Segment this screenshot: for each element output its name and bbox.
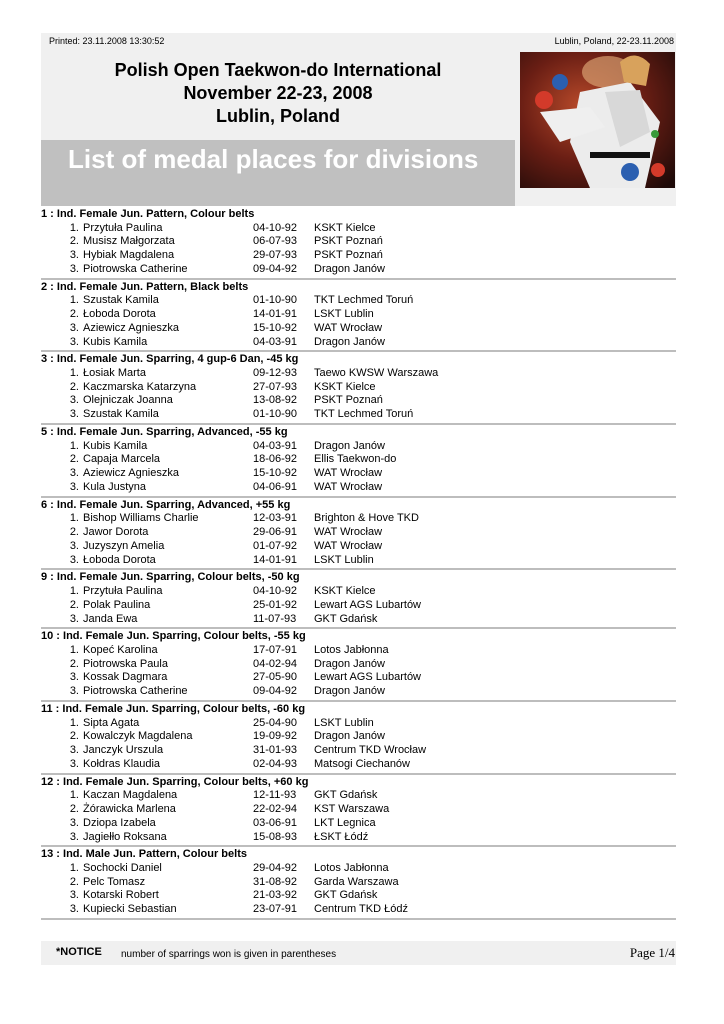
- notice-asterisk: *: [56, 946, 61, 958]
- medal-row: [41, 294, 676, 308]
- division-block: [41, 775, 676, 848]
- place-rank: 2.: [69, 598, 79, 611]
- medal-row: [41, 862, 676, 876]
- club-name: Lewart AGS Lubartów: [314, 671, 422, 684]
- birth-date: 19-09-92: [253, 730, 298, 743]
- notice-text: number of sparrings won is given in parentheses: [121, 949, 337, 960]
- club-name: Ellis Taekwon-do: [314, 453, 397, 466]
- medal-row: [41, 235, 676, 249]
- place-rank: 3.: [69, 685, 79, 698]
- competitor-name: Aziewicz Agnieszka: [83, 467, 179, 480]
- medal-row: [41, 817, 676, 831]
- birth-date: 31-08-92: [253, 875, 298, 888]
- club-name: WAT Wrocław: [314, 526, 383, 539]
- competitor-name: Kołdras Klaudia: [83, 757, 161, 770]
- competitor-name: Sipta Agata: [83, 716, 140, 729]
- club-name: GKT Gdańsk: [314, 612, 378, 625]
- division-title: 10 : Ind. Female Jun. Sparring, Colour belts, -55 kg: [41, 630, 306, 643]
- competitor-name: Hybiak Magdalena: [83, 249, 175, 262]
- birth-date: 15-10-92: [253, 321, 298, 334]
- division-block: [41, 702, 676, 775]
- place-rank: 2.: [69, 380, 79, 393]
- medal-row: [41, 336, 676, 350]
- birth-date: 03-06-91: [253, 816, 298, 829]
- birth-date: 25-04-90: [253, 716, 298, 729]
- medal-row: [41, 367, 676, 381]
- club-name: WAT Wrocław: [314, 539, 383, 552]
- place-rank: 3.: [69, 262, 79, 275]
- competitor-name: Piotrowska Catherine: [83, 262, 188, 275]
- place-rank: 3.: [69, 335, 79, 348]
- club-name: Lewart AGS Lubartów: [314, 598, 422, 611]
- club-name: GKT Gdańsk: [314, 789, 378, 802]
- medal-row: [41, 903, 676, 917]
- club-name: Dragon Janów: [314, 262, 385, 275]
- medal-row: [41, 717, 676, 731]
- competitor-name: Kubis Kamila: [83, 335, 148, 348]
- division-block: [41, 425, 676, 498]
- birth-date: 11-07-93: [253, 612, 297, 625]
- event-title-block: [41, 59, 515, 128]
- medal-row: [41, 308, 676, 322]
- medal-row: [41, 467, 676, 481]
- medal-row: [41, 394, 676, 408]
- competitor-name: Jawor Dorota: [83, 526, 149, 539]
- place-rank: 2.: [69, 307, 79, 320]
- club-name: Taewo KWSW Warszawa: [314, 366, 439, 379]
- medal-row: [41, 671, 676, 685]
- medal-row: [41, 554, 676, 568]
- birth-date: 04-10-92: [253, 221, 298, 234]
- event-place-date: Lublin, Poland, 22-23.11.2008: [554, 36, 674, 46]
- place-rank: 2.: [69, 803, 79, 815]
- title-banner: [41, 140, 515, 206]
- event-location: Lublin, Poland: [216, 106, 340, 126]
- competitor-name: Piotrowska Catherine: [83, 685, 188, 698]
- competitor-name: Juzyszyn Amelia: [83, 539, 165, 552]
- competitor-name: Kubis Kamila: [83, 439, 148, 452]
- place-rank: 2.: [69, 453, 79, 466]
- club-name: Centrum TKD Wrocław: [314, 744, 427, 757]
- printed-timestamp: Printed: 23.11.2008 13:30:52: [49, 36, 165, 46]
- place-rank: 2.: [69, 526, 79, 539]
- birth-date: 17-07-91: [253, 643, 298, 656]
- club-name: GKT Gdańsk: [314, 889, 378, 902]
- birth-date: 14-01-91: [253, 307, 298, 320]
- birth-date: 01-10-90: [253, 408, 298, 421]
- medal-row: [41, 644, 676, 658]
- medal-row: [41, 758, 676, 772]
- medal-row: [41, 730, 676, 744]
- club-name: Dragon Janów: [314, 657, 385, 670]
- competitor-name: Szustak Kamila: [83, 408, 159, 421]
- place-rank: 3.: [69, 757, 79, 770]
- club-name: Matsogi Ciechanów: [314, 757, 410, 770]
- division-title: 1 : Ind. Female Jun. Pattern, Colour belts: [41, 208, 255, 220]
- medal-row: [41, 408, 676, 422]
- birth-date: 27-05-90: [253, 671, 298, 684]
- place-rank: 3.: [69, 830, 79, 843]
- division-title: 6 : Ind. Female Jun. Sparring, Advanced, +55 kg: [41, 498, 291, 511]
- competitor-name: Kula Justyna: [83, 480, 146, 493]
- place-rank: 3.: [69, 480, 79, 493]
- club-name: LKT Legnica: [314, 816, 376, 829]
- birth-date: 22-02-94: [253, 803, 298, 815]
- division-title: 5 : Ind. Female Jun. Sparring, Advanced, -55 kg: [41, 426, 288, 439]
- division-title: 9 : Ind. Female Jun. Sparring, Colour belts, -50 kg: [41, 571, 300, 584]
- competitor-name: Kupiecki Sebastian: [83, 903, 177, 916]
- medal-row: [41, 613, 676, 627]
- place-rank: 1.: [69, 861, 79, 874]
- club-name: KSKT Kielce: [314, 221, 376, 234]
- place-rank: 1.: [69, 584, 79, 597]
- competitor-name: Janczyk Urszula: [83, 744, 164, 757]
- competitor-name: Aziewicz Agnieszka: [83, 321, 179, 334]
- place-rank: 3.: [69, 467, 79, 480]
- place-rank: 2.: [69, 235, 79, 248]
- medal-row: [41, 222, 676, 236]
- place-rank: 3.: [69, 408, 79, 421]
- medal-results: [41, 207, 676, 920]
- competitor-name: Szustak Kamila: [83, 294, 159, 307]
- club-name: WAT Wrocław: [314, 321, 383, 334]
- division-block: [41, 207, 676, 280]
- birth-date: 13-08-92: [253, 394, 298, 407]
- medal-row: [41, 789, 676, 803]
- medal-row: [41, 744, 676, 758]
- division-block: [41, 352, 676, 425]
- medal-row: [41, 512, 676, 526]
- competitor-name: Kotarski Robert: [83, 889, 159, 902]
- competitor-name: Kossak Dagmara: [83, 671, 168, 684]
- place-rank: 3.: [69, 553, 79, 566]
- birth-date: 29-06-91: [253, 526, 298, 539]
- place-rank: 3.: [69, 889, 79, 902]
- competitor-name: Capaja Marcela: [83, 453, 161, 466]
- place-rank: 3.: [69, 816, 79, 829]
- medal-row: [41, 803, 676, 817]
- club-name: Dragon Janów: [314, 335, 385, 348]
- competitor-name: Sochocki Daniel: [83, 861, 162, 874]
- birth-date: 01-07-92: [253, 539, 298, 552]
- medal-row: [41, 685, 676, 699]
- medal-row: [41, 526, 676, 540]
- division-title: 2 : Ind. Female Jun. Pattern, Black belts: [41, 280, 249, 293]
- birth-date: 25-01-92: [253, 598, 298, 611]
- club-name: Garda Warszawa: [314, 875, 399, 888]
- birth-date: 04-10-92: [253, 584, 298, 597]
- place-rank: 1.: [69, 294, 79, 307]
- competitor-name: Przytuła Paulina: [83, 221, 163, 234]
- medal-row: [41, 322, 676, 336]
- medal-row: [41, 440, 676, 454]
- document-header: [41, 49, 676, 206]
- competitor-name: Jagiełło Roksana: [83, 830, 167, 843]
- club-name: TKT Lechmed Toruń: [314, 294, 414, 307]
- birth-date: 01-10-90: [253, 294, 298, 307]
- division-title: 13 : Ind. Male Jun. Pattern, Colour belts: [41, 848, 247, 861]
- birth-date: 02-04-93: [253, 757, 298, 770]
- club-name: PSKT Poznań: [314, 235, 383, 248]
- place-rank: 2.: [69, 875, 79, 888]
- birth-date: 29-07-93: [253, 249, 298, 262]
- division-block: [41, 498, 676, 571]
- competitor-name: Kaczan Magdalena: [83, 789, 178, 802]
- club-name: KST Warszawa: [314, 803, 390, 815]
- notice-label: [56, 946, 102, 958]
- birth-date: 04-02-94: [253, 657, 298, 670]
- competitor-name: Żórawicka Marlena: [83, 803, 176, 815]
- notice-title: NOTICE: [60, 946, 102, 958]
- birth-date: 31-01-93: [253, 744, 298, 757]
- competitor-name: Piotrowska Paula: [83, 657, 168, 670]
- competitor-name: Janda Ewa: [83, 612, 138, 625]
- medal-row: [41, 481, 676, 495]
- place-rank: 3.: [69, 539, 79, 552]
- place-rank: 1.: [69, 789, 79, 802]
- birth-date: 12-03-91: [253, 512, 298, 525]
- club-name: Dragon Janów: [314, 730, 385, 743]
- birth-date: 21-03-92: [253, 889, 298, 902]
- birth-date: 15-08-93: [253, 830, 298, 843]
- division-block: [41, 847, 676, 920]
- place-rank: 1.: [69, 366, 79, 379]
- club-name: Dragon Janów: [314, 439, 385, 452]
- medal-row: [41, 249, 676, 263]
- club-name: LSKT Lublin: [314, 716, 374, 729]
- place-rank: 1.: [69, 221, 79, 234]
- medal-row: [41, 889, 676, 903]
- taekwondo-photo: [520, 52, 675, 188]
- place-rank: 3.: [69, 671, 79, 684]
- place-rank: 3.: [69, 903, 79, 916]
- competitor-name: Kaczmarska Katarzyna: [83, 380, 197, 393]
- place-rank: 1.: [69, 716, 79, 729]
- place-rank: 2.: [69, 730, 79, 743]
- birth-date: 15-10-92: [253, 467, 298, 480]
- page-number: Page 1/4: [629, 945, 675, 960]
- birth-date: 04-06-91: [253, 480, 298, 493]
- event-name: Polish Open Taekwon-do International: [114, 60, 442, 80]
- division-block: [41, 570, 676, 629]
- competitor-name: Łosiak Marta: [83, 366, 146, 379]
- club-name: KSKT Kielce: [314, 380, 376, 393]
- place-rank: 1.: [69, 643, 79, 656]
- birth-date: 09-04-92: [253, 685, 298, 698]
- place-rank: 1.: [69, 512, 79, 525]
- place-rank: 3.: [69, 744, 79, 757]
- division-title: 3 : Ind. Female Jun. Sparring, 4 gup-6 Dan, -45 kg: [41, 353, 299, 366]
- medal-row: [41, 831, 676, 845]
- medal-row: [41, 540, 676, 554]
- competitor-name: Kopeć Karolina: [83, 643, 158, 656]
- club-name: Lotos Jabłonna: [314, 861, 389, 874]
- medal-row: [41, 263, 676, 277]
- club-name: WAT Wrocław: [314, 467, 383, 480]
- club-name: Lotos Jabłonna: [314, 643, 389, 656]
- medal-row: [41, 381, 676, 395]
- birth-date: 06-07-93: [253, 235, 298, 248]
- taekwondo-fighters-image: [520, 52, 675, 188]
- event-dates: November 22-23, 2008: [183, 83, 373, 103]
- medal-row: [41, 658, 676, 672]
- competitor-name: Dziopa Izabela: [83, 816, 156, 829]
- birth-date: 18-06-92: [253, 453, 298, 466]
- club-name: KSKT Kielce: [314, 584, 376, 597]
- competitor-name: Łoboda Dorota: [83, 553, 156, 566]
- division-title: 12 : Ind. Female Jun. Sparring, Colour belts, +60 kg: [41, 775, 309, 788]
- division-title: 11 : Ind. Female Jun. Sparring, Colour belts, -60 kg: [41, 703, 306, 716]
- competitor-name: Przytuła Paulina: [83, 584, 163, 597]
- competitor-name: Łoboda Dorota: [83, 307, 156, 320]
- competitor-name: Kowalczyk Magdalena: [83, 730, 193, 743]
- footer-bar: [41, 941, 676, 965]
- document-title: List of medal places for divisions: [68, 144, 479, 174]
- division-block: [41, 280, 676, 353]
- place-rank: 3.: [69, 249, 79, 262]
- birth-date: 27-07-93: [253, 380, 298, 393]
- club-name: Centrum TKD Łódź: [314, 903, 408, 916]
- birth-date: 12-11-93: [253, 789, 297, 802]
- club-name: LSKT Lublin: [314, 307, 374, 320]
- club-name: LSKT Lublin: [314, 553, 374, 566]
- place-rank: 2.: [69, 657, 79, 670]
- competitor-name: Pelc Tomasz: [83, 875, 146, 888]
- competitor-name: Bishop Williams Charlie: [83, 512, 199, 525]
- birth-date: 23-07-91: [253, 903, 298, 916]
- club-name: ŁSKT Łódź: [314, 830, 369, 843]
- club-name: TKT Lechmed Toruń: [314, 408, 414, 421]
- place-rank: 1.: [69, 439, 79, 452]
- club-name: Dragon Janów: [314, 685, 385, 698]
- medal-row: [41, 453, 676, 467]
- medal-row: [41, 585, 676, 599]
- competitor-name: Polak Paulina: [83, 598, 151, 611]
- birth-date: 04-03-91: [253, 335, 298, 348]
- birth-date: 09-04-92: [253, 262, 298, 275]
- club-name: Brighton & Hove TKD: [314, 512, 419, 525]
- birth-date: 14-01-91: [253, 553, 298, 566]
- place-rank: 3.: [69, 394, 79, 407]
- club-name: PSKT Poznań: [314, 249, 383, 262]
- competitor-name: Musisz Małgorzata: [83, 235, 175, 248]
- place-rank: 3.: [69, 321, 79, 334]
- print-info-bar: [41, 33, 676, 49]
- club-name: WAT Wrocław: [314, 480, 383, 493]
- medal-row: [41, 876, 676, 890]
- medal-row: [41, 599, 676, 613]
- division-block: [41, 629, 676, 702]
- birth-date: 09-12-93: [253, 366, 298, 379]
- club-name: PSKT Poznań: [314, 394, 383, 407]
- birth-date: 29-04-92: [253, 861, 298, 874]
- birth-date: 04-03-91: [253, 439, 298, 452]
- place-rank: 3.: [69, 612, 79, 625]
- competitor-name: Olejniczak Joanna: [83, 394, 173, 407]
